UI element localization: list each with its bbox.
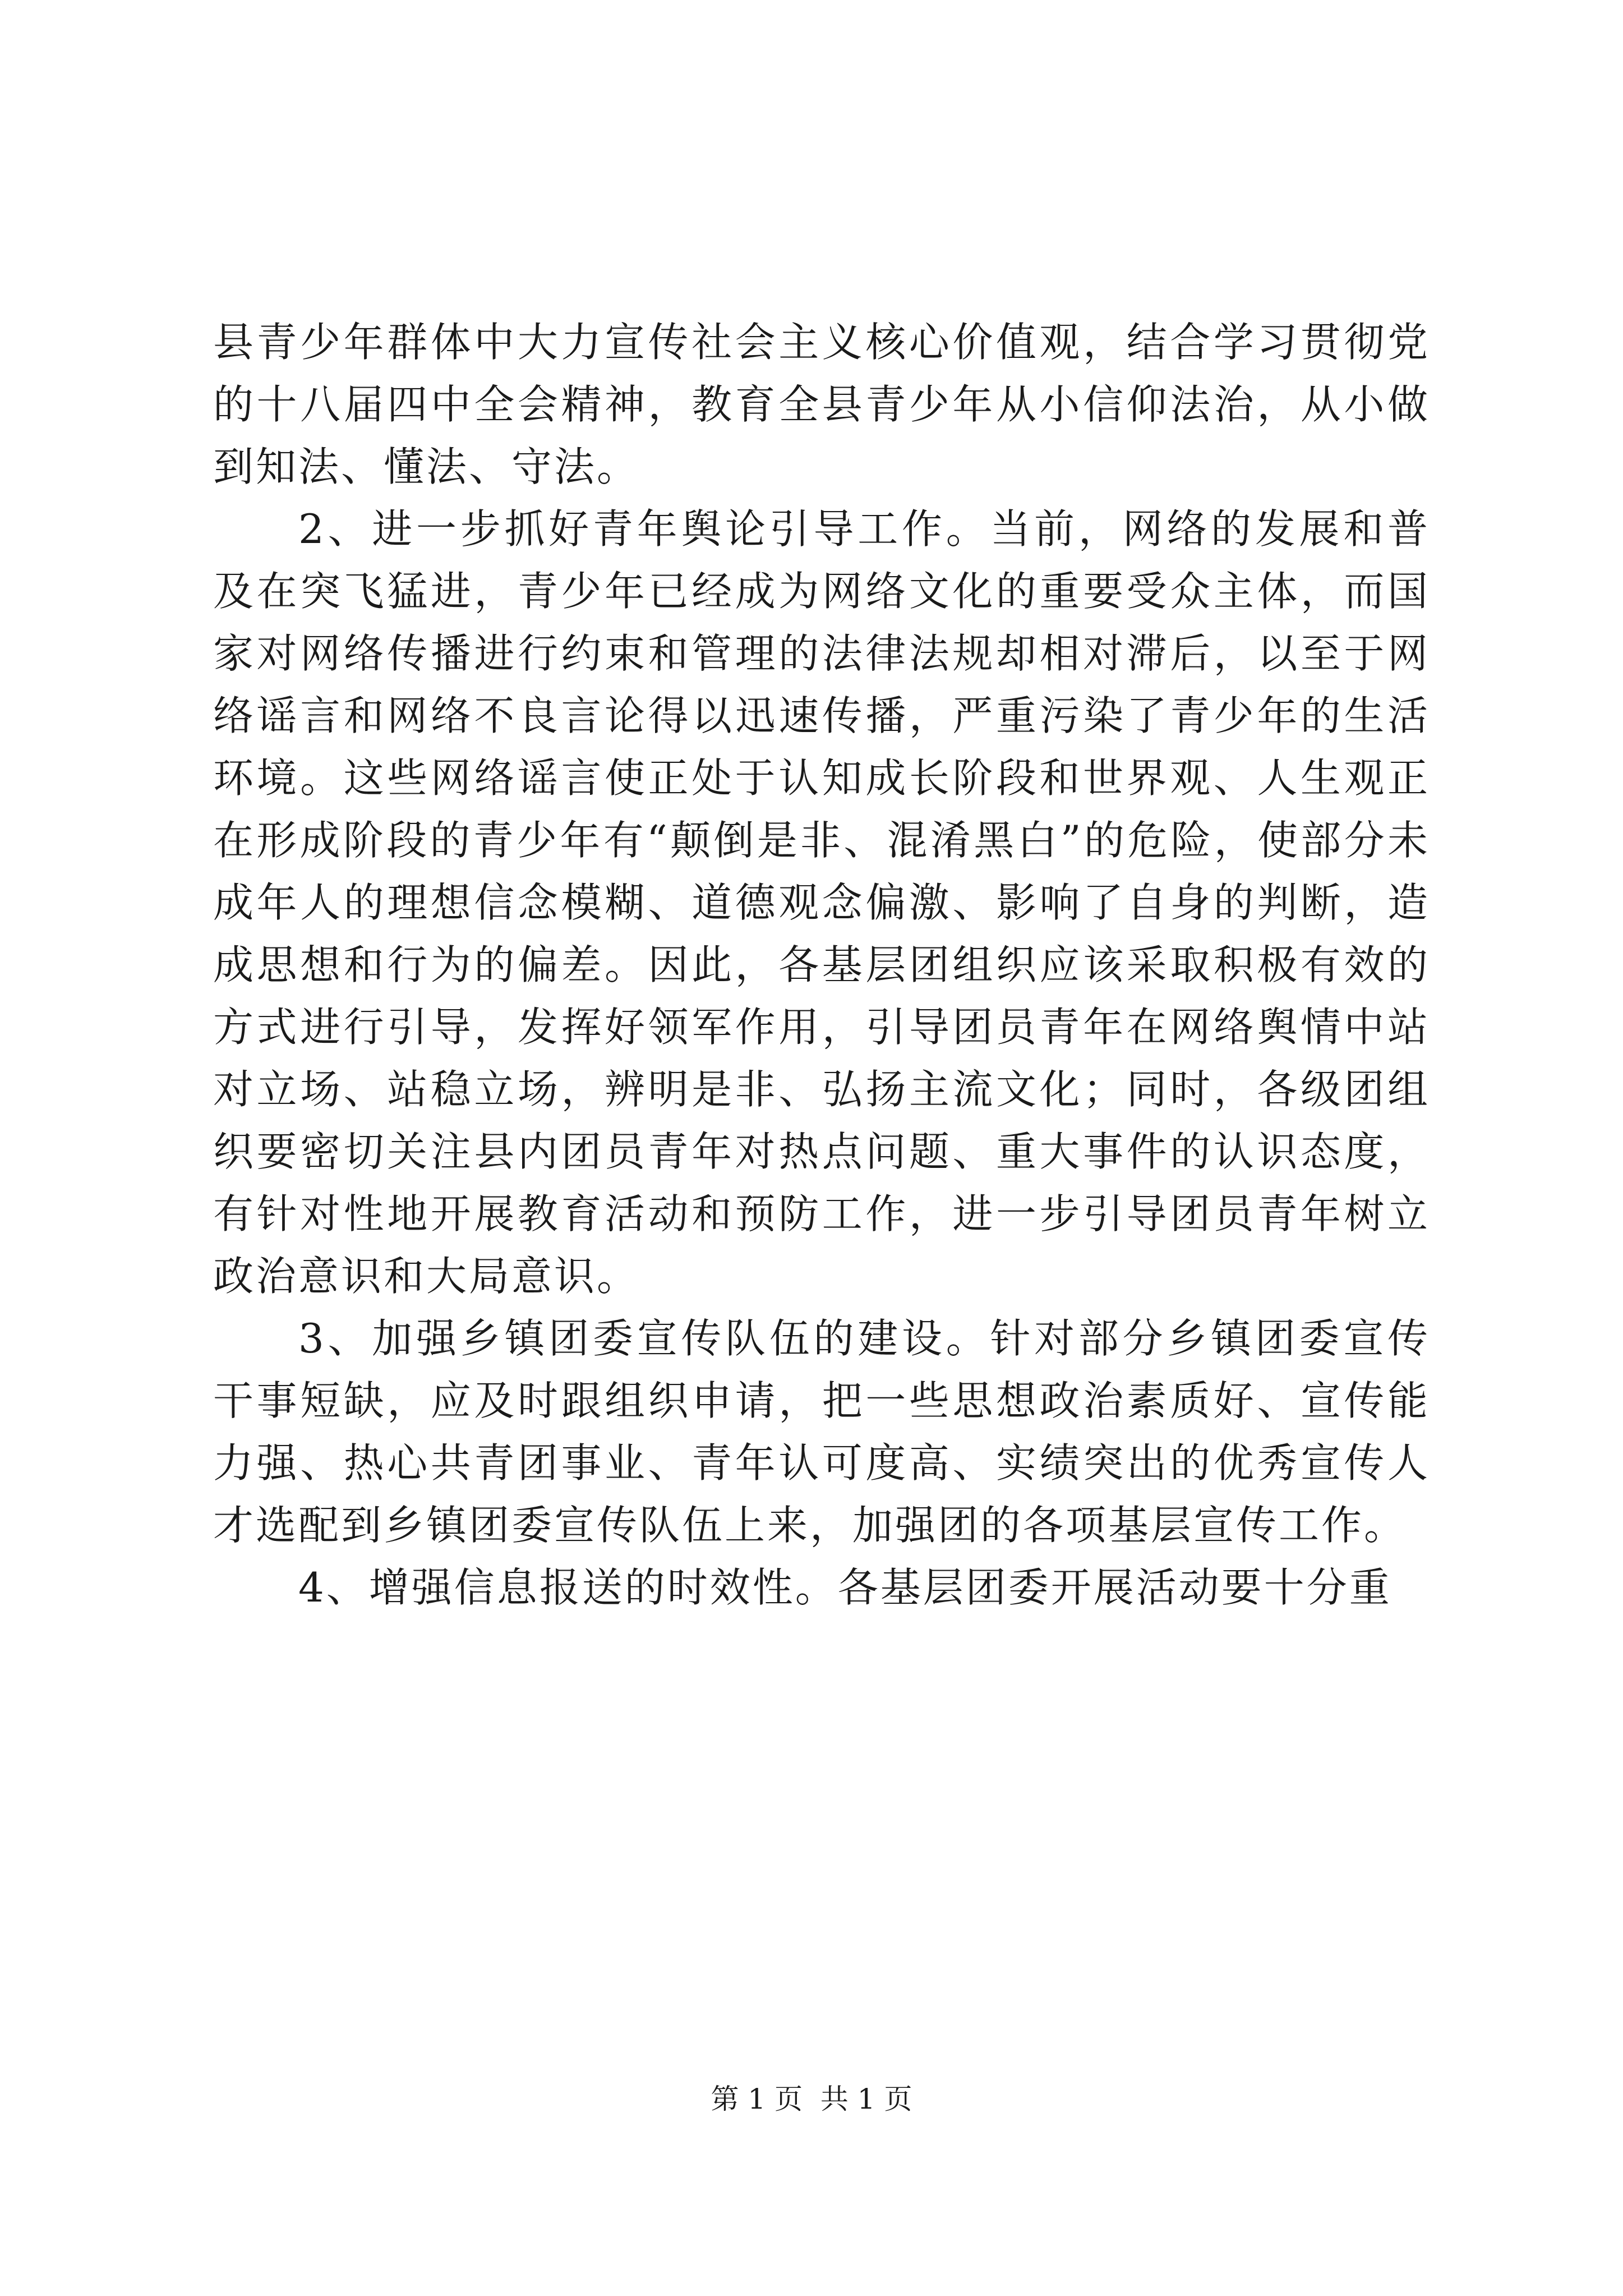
- paragraph-item-3: 3、加强乡镇团委宣传队伍的建设。针对部分乡镇团委宣传干事短缺，应及时跟组织申请，把一些思想政治素质好、宣传能力强、热心共青团事业、青年认可度高、实绩突出的优秀宣传人才选配到乡镇团委宣传队伍上来，加强团的各项基层宣传工作。: [213, 1315, 1430, 1549]
- paragraph-item-4: 4、增强信息报送的时效性。各基层团委开展活动要十分重: [298, 1564, 1392, 1611]
- page-number-label: 第 1 页 共 1 页: [711, 2083, 912, 2115]
- paragraph-item-2: 2、进一步抓好青年舆论引导工作。当前，网络的发展和普及在突飞猛进，青少年已经成为网络文化的重要受众主体，而国家对网络传播进行约束和管理的法律法规却相对滞后，以至于网络谣言和网络不良言论得以迅速传播，严重污染了青少年的生活环境。这些网络谣言使正处于认知成长阶段和世界观、人生观正在形成阶段的青少年有“颠倒是非、混淆黑白”的危险，使部分未成年人的理想信念模糊、道德观念偏激、影响了自身的判断，造成思想和行为的偏差。因此，各基层团组织应该采取积极有效的方式进行引导，发挥好领军作用，引导团员青年在网络舆情中站对立场、站稳立场，辨明是非、弘扬主流文化；同时，各级团组织要密切关注县内团员青年对热点问题、重大事件的认识态度，有针对性地开展教育活动和预防工作，进一步引导团员青年树立政治意识和大局意识。: [213, 505, 1430, 1300]
- document-body: [213, 311, 1430, 1619]
- page-footer: [0, 2082, 1623, 2116]
- paragraph-continuation: 县青少年群体中大力宣传社会主义核心价值观，结合学习贯彻党的十八届四中全会精神，教育全县青少年从小信仰法治，从小做到知法、懂法、守法。: [213, 319, 1430, 490]
